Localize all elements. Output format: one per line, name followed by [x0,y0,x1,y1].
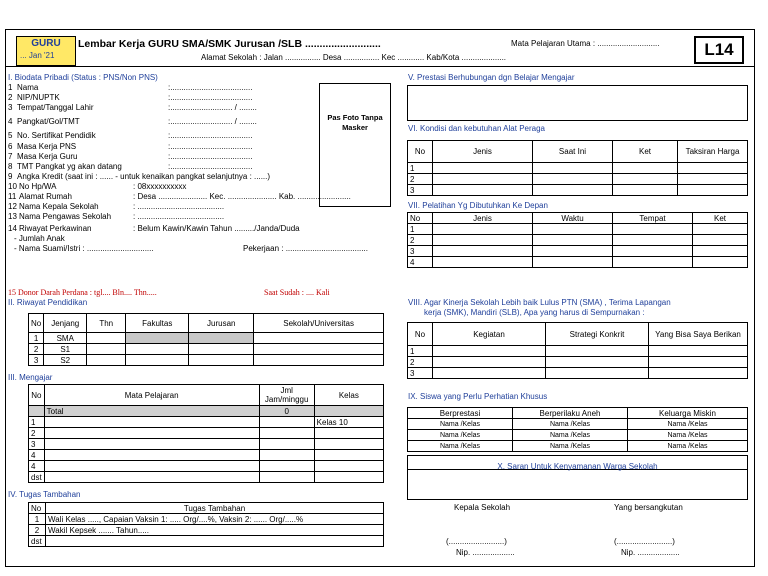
cell-jenjang: SMA [44,333,87,344]
cell[interactable] [254,355,384,366]
cell[interactable] [693,235,748,246]
ybs-nip: Nip. ................... [621,548,680,557]
alamat-label: Alamat Sekolah : Jalan ................ Desa ................ Kec ............ Kab/Kota .................... [201,53,507,62]
col-header: Fakultas [126,314,189,333]
suami-label: - Nama Suami/Istri : .............................. [14,244,154,253]
cell-no: 2 [29,344,44,355]
table-row [408,224,748,235]
section-9-title: IX. Siswa yang Perlu Perhatian Khusus [408,392,548,401]
bio-value[interactable]: :..................................... [168,131,253,140]
guru-label: GURU [31,38,61,49]
cell[interactable] [87,344,126,355]
cell[interactable] [259,461,314,472]
col-header: Jurusan [189,314,254,333]
total-value: 0 [259,406,314,417]
cell[interactable] [613,246,693,257]
cell [314,406,383,417]
cell[interactable] [433,174,533,185]
section-5-title: V. Prestasi Berhubungan dgn Belajar Mengajar [408,73,575,82]
bio-value[interactable]: :..................................... [168,93,253,102]
col-header: Jenjang [44,314,87,333]
cell-no: 1 [408,163,433,174]
cell[interactable] [649,368,748,379]
cell[interactable] [533,235,613,246]
cell-no: 4 [408,257,433,268]
bio-value[interactable]: :............................ / ........ [168,117,257,126]
saran-header [407,455,748,470]
cell[interactable] [649,346,748,357]
table-row [408,246,748,257]
cell[interactable] [44,439,259,450]
col-header: Saat Ini [533,141,613,163]
cell-name[interactable]: Nama /Kelas [513,441,628,452]
cell[interactable] [433,235,533,246]
bio-value[interactable]: :..................................... [168,83,253,92]
section-1-title: I. Biodata Pribadi (Status : PNS/Non PNS) [8,73,158,82]
col-header: No [408,213,433,224]
col-header: Waktu [533,213,613,224]
bio-label: Masa Kerja PNS [17,142,77,151]
ybs-label: Yang bersangkutan [614,503,683,512]
cell[interactable] [314,461,383,472]
bio-label: Riwayat Perkawinan [19,224,92,233]
bio-value[interactable]: : ....................................... [133,202,225,211]
cell[interactable] [126,355,189,366]
donor-count: Saat Sudah : .... Kali [264,288,330,297]
siswa-table [407,407,748,452]
cell-no: 2 [29,428,45,439]
total-row [29,406,384,417]
col-header: Strategi Konkrit [546,323,649,346]
bio-num: 4 [8,117,13,126]
section-6-title: VI. Kondisi dan kebutuhan Alat Peraga [408,124,545,133]
mapel-label: Mata Pelajaran Utama : ............................ [511,39,660,48]
cell[interactable] [433,246,533,257]
col-header: Jenis [433,141,533,163]
cell[interactable] [678,163,748,174]
cell-no: 2 [408,357,433,368]
cell-no: 3 [408,368,433,379]
cell[interactable] [259,472,314,483]
col-header: Taksiran Harga [678,141,748,163]
bio-value[interactable]: :..................................... [168,152,253,161]
bio-label: Tempat/Tanggal Lahir [17,103,94,112]
cell[interactable] [613,163,678,174]
cell[interactable] [259,439,314,450]
section-3-title: III. Mengajar [8,373,53,382]
kepsek-nip: Nip. ................... [456,548,515,557]
table-row [408,174,748,185]
cell[interactable] [314,450,383,461]
cell[interactable] [613,174,678,185]
table-row [29,450,384,461]
bio-row [8,222,408,232]
pekerjaan-label: Pekerjaan : ..................................... [243,244,368,253]
table-row [29,461,384,472]
col-header: No [29,385,45,406]
cell-no: 4 [29,450,45,461]
kepsek-label: Kepala Sekolah [454,503,511,512]
bio-value[interactable]: :............................ / ........ [168,103,257,112]
col-header: Berprestasi [408,408,513,419]
cell[interactable] [433,368,546,379]
bio-value[interactable]: : Belum Kawin/Kawin Tahun ........./Janda/Duda [133,224,300,233]
table-row [408,257,748,268]
page-code-text: L14 [704,40,734,59]
alat-peraga-table [407,140,748,196]
photo-box [319,83,391,207]
cell-no: 3 [29,355,44,366]
col-header: No [408,323,433,346]
section-8-title: VIII. Agar Kinerja Sekolah Lebih baik Lulus PTN (SMA) , Terima Lapangan [408,298,671,307]
col-header: Ket [613,141,678,163]
ybs-signature[interactable]: (.........................) [614,537,675,546]
bio-row [8,210,408,222]
page-code [694,36,744,64]
bio-label: Masa Kerja Guru [17,152,78,161]
col-header: No [29,314,44,333]
bio-label: Alamat Rumah [19,192,72,201]
bio-num: 1 [8,83,13,92]
cell-no: dst [29,536,46,547]
cell[interactable] [693,257,748,268]
cell[interactable] [693,246,748,257]
col-header: Yang Bisa Saya Berikan [649,323,748,346]
cell-name[interactable]: Nama /Kelas [408,441,513,452]
cell[interactable] [189,355,254,366]
col-header: Berperilaku Aneh [513,408,628,419]
bio-value[interactable]: : ....................................... [133,212,225,221]
table-row [29,428,384,439]
cell-no: 1 [408,346,433,357]
bio-num: 7 [8,152,13,161]
total-label: Total [44,406,259,417]
cell-no: 2 [408,235,433,246]
cell-no: 1 [29,514,46,525]
cell[interactable] [546,368,649,379]
period-label: ... Jan '21 [20,51,55,60]
cell-name[interactable]: Nama /Kelas [513,430,628,441]
cell[interactable] [533,246,613,257]
cell-name[interactable]: Nama /Kelas [628,441,748,452]
bio-num: 5 [8,131,13,140]
cell[interactable] [613,185,678,196]
page-title: Lembar Kerja GURU SMA/SMK Jurusan /SLB .......................... [78,38,381,50]
cell[interactable] [613,224,693,235]
cell[interactable] [44,450,259,461]
cell[interactable] [533,163,613,174]
photo-label: Pas Foto Tanpa Masker [327,113,383,132]
bio-suami [8,242,408,252]
col-header: No [408,141,433,163]
cell-tugas[interactable] [46,536,384,547]
cell[interactable] [678,185,748,196]
cell-jenjang: S1 [44,344,87,355]
table-row [408,163,748,174]
header-divider [6,66,754,67]
cell[interactable] [254,344,384,355]
table-row [29,472,384,483]
cell[interactable] [546,357,649,368]
cell-no: 1 [408,224,433,235]
section-4-title: IV. Tugas Tambahan [8,490,81,499]
cell-no: 1 [29,333,44,344]
bio-label: Angka Kredit (saat ini : ...... - untuk kenaikan pangkat selanjutnya : ......) [17,172,271,181]
cell [126,333,189,344]
bio-num: 12 [8,202,17,211]
cell-tugas[interactable]: Wali Kelas ....., Capaian Vaksin 1: ..... Org/....%, Vaksin 2: ...... Org/.....% [46,514,384,525]
cell[interactable] [533,224,613,235]
bio-label: NIP/NUPTK [17,93,60,102]
table-row [29,344,384,355]
col-header: Keluarga Miskin [628,408,748,419]
col-header: Sekolah/Universitas [254,314,384,333]
section-8-subtitle: kerja (SMK), Mandiri (SLB), Apa yang harus di Sempurnakan : [424,308,645,317]
cell[interactable] [546,346,649,357]
cell-name[interactable]: Nama /Kelas [628,430,748,441]
cell [189,333,254,344]
cell[interactable] [314,428,383,439]
cell[interactable] [314,472,383,483]
cell-no: 1 [29,417,45,428]
bio-num: 11 [8,192,17,201]
bio-anak [8,232,408,242]
cell-no: dst [29,472,45,483]
col-header: Tugas Tambahan [46,503,384,514]
cell[interactable] [678,174,748,185]
cell[interactable] [87,355,126,366]
pelatihan-table [407,212,748,268]
bio-label: TMT Pangkat yg akan datang [17,162,122,171]
col-header: No [29,503,46,514]
mengajar-table [28,384,384,483]
cell-name[interactable]: Nama /Kelas [408,419,513,430]
cell-no: 4 [29,461,45,472]
cell[interactable] [533,185,613,196]
bio-label: Pangkat/Gol/TMT [17,117,80,126]
cell[interactable] [433,163,533,174]
bio-num: 6 [8,142,13,151]
tugas-table [28,502,384,547]
cell[interactable] [44,428,259,439]
bio-num: 3 [8,103,13,112]
cell-no: 3 [408,246,433,257]
cell[interactable] [259,450,314,461]
table-row [408,430,748,441]
bio-label: Nama Kepala Sekolah [19,202,99,211]
bio-value[interactable]: :..................................... [168,142,253,151]
cell-jenjang: S2 [44,355,87,366]
kepsek-signature[interactable]: (.........................) [446,537,507,546]
cell[interactable] [433,346,546,357]
cell-tugas[interactable]: Wakil Kepsek ....... Tahun..... [46,525,384,536]
cell-no: 2 [29,525,46,536]
bio-label: Nama Pengawas Sekolah [19,212,112,221]
cell[interactable] [649,357,748,368]
bio-value[interactable]: : 08xxxxxxxxxx [133,182,187,191]
col-header: Tempat [613,213,693,224]
cell[interactable] [693,224,748,235]
table-row [29,514,384,525]
col-header: Jenis [433,213,533,224]
col-header: Kegiatan [433,323,546,346]
col-header: Kelas [314,385,383,406]
bio-num: 8 [8,162,13,171]
cell[interactable] [433,257,533,268]
cell[interactable] [314,439,383,450]
prestasi-box[interactable] [407,85,748,121]
bio-num: 2 [8,93,13,102]
donor-label: 15 Donor Darah Perdana : tgl.... Bln.... Thn..... [8,288,157,297]
cell [29,406,45,417]
bio-num: 13 [8,212,17,221]
kinerja-table [407,322,748,379]
cell[interactable] [533,174,613,185]
cell[interactable] [433,185,533,196]
cell-name[interactable]: Nama /Kelas [628,419,748,430]
bio-num: 10 [8,182,17,191]
table-row [408,235,748,246]
cell[interactable] [44,461,259,472]
cell[interactable] [433,224,533,235]
table-row [408,346,748,357]
guru-badge [16,36,76,66]
cell-no: 3 [408,185,433,196]
table-row [29,355,384,366]
anak-label: - Jumlah Anak [14,234,65,243]
bio-value[interactable]: :..................................... [168,162,253,171]
cell[interactable] [254,333,384,344]
col-header: Ket [693,213,748,224]
cell-no: 3 [29,439,45,450]
table-row [29,417,384,428]
col-header: Thn [87,314,126,333]
bio-num: 14 [8,224,17,233]
table-row [408,185,748,196]
section-10-title: X. Saran Untuk Kenyamanan Warga Sekolah [497,462,658,471]
section-2-title: II. Riwayat Pendidikan [8,298,88,307]
bio-num: 9 [8,172,13,181]
cell[interactable] [613,235,693,246]
table-row [29,439,384,450]
pendidikan-table [28,313,384,366]
table-row [408,419,748,430]
cell-kelas[interactable]: Kelas 10 [314,417,383,428]
cell[interactable] [189,344,254,355]
saran-box[interactable] [407,469,748,500]
cell[interactable] [126,344,189,355]
table-row [29,525,384,536]
cell[interactable] [44,417,259,428]
col-header: Jml Jam/minggu [259,385,314,406]
cell-name[interactable]: Nama /Kelas [408,430,513,441]
cell-no: 2 [408,174,433,185]
bio-label: No. Sertifikat Pendidik [17,131,96,140]
worksheet [5,29,755,567]
bio-label: No Hp/WA [19,182,57,191]
bio-label: Nama [17,83,39,92]
cell[interactable] [433,357,546,368]
table-row [408,368,748,379]
cell[interactable] [259,428,314,439]
cell-name[interactable]: Nama /Kelas [513,419,628,430]
cell[interactable] [533,257,613,268]
table-row [408,357,748,368]
bio-value[interactable]: : Desa ...................... Kec. ...................... Kab. ........................ [133,192,351,201]
table-row [29,333,384,344]
cell[interactable] [613,257,693,268]
cell[interactable] [87,333,126,344]
cell[interactable] [44,472,259,483]
section-7-title: VII. Pelatihan Yg Dibutuhkan Ke Depan [408,201,548,210]
table-row [408,441,748,452]
cell[interactable] [259,417,314,428]
col-header: Mata Pelajaran [44,385,259,406]
table-row [29,536,384,547]
